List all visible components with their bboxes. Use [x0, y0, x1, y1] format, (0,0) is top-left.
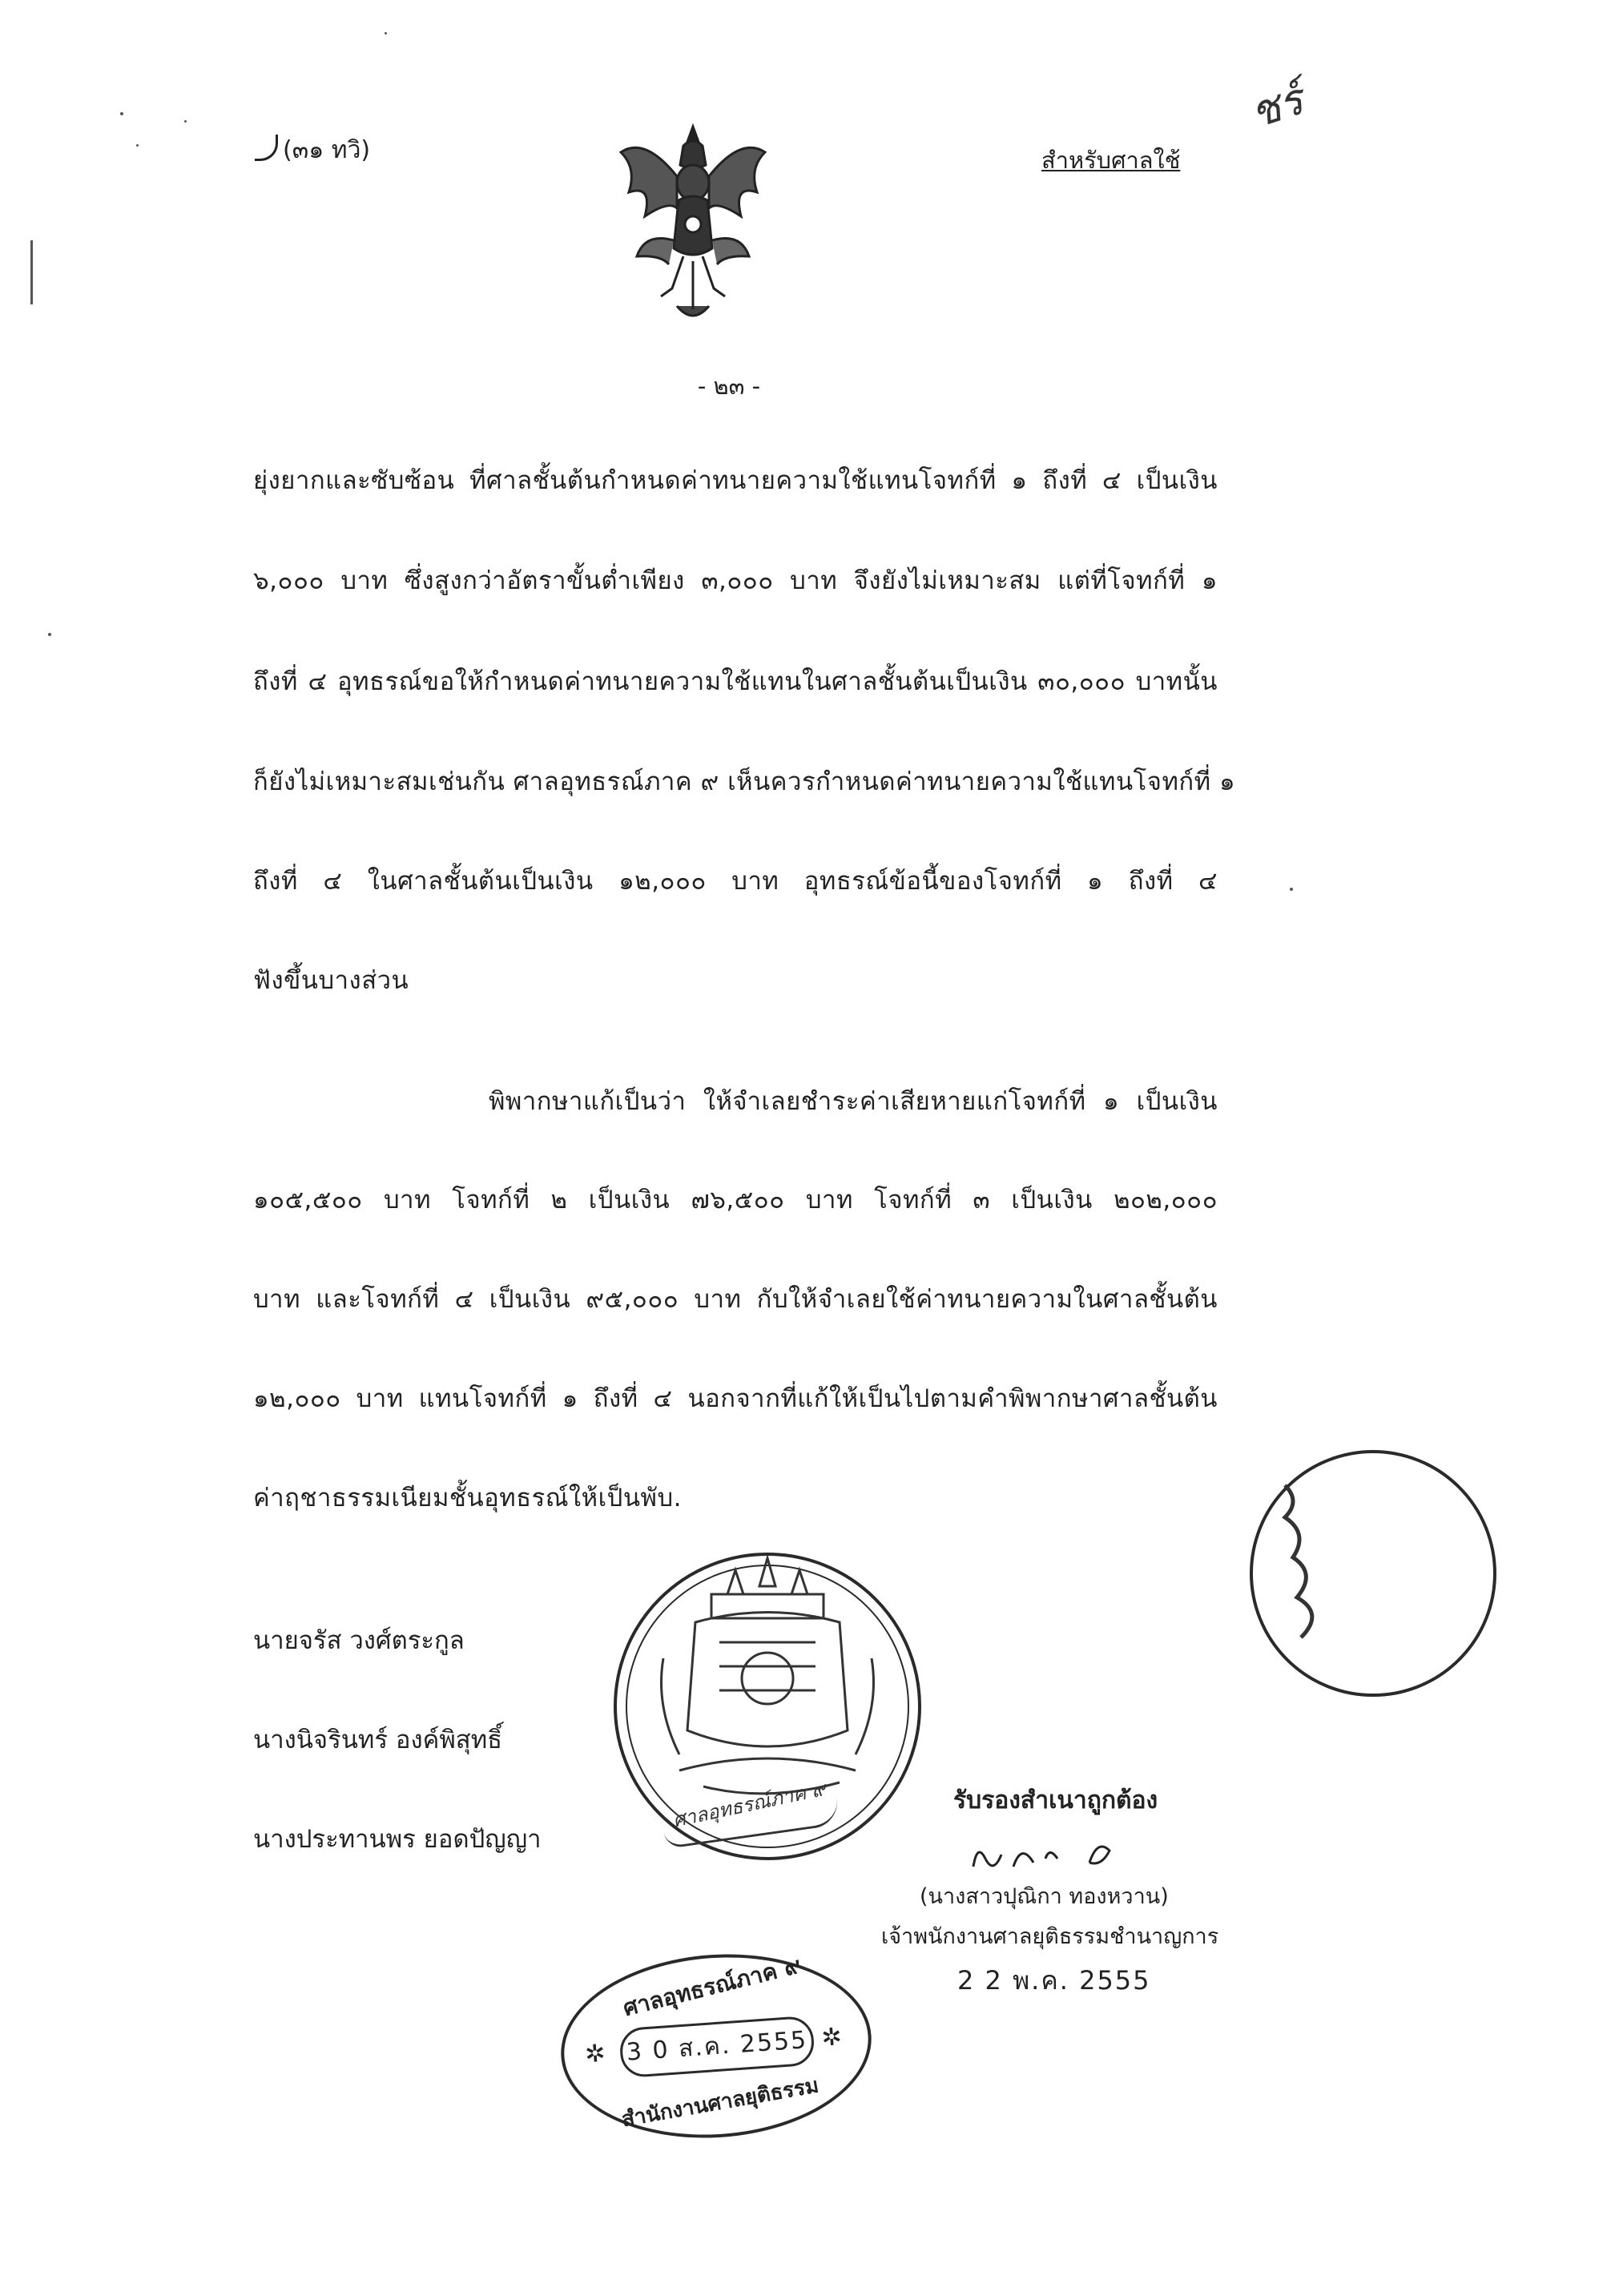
certification-position: เจ้าพนักงานศาลยุติธรรมชำนาญการ [881, 1924, 1219, 1949]
body-line: ยุ่งยากและซับซ้อน ที่ศาลชั้นต้นกำหนดค่าทนายความใช้แทนโจทก์ที่ ๑ ถึงที่ ๔ เป็นเงิน [253, 466, 1218, 495]
body-line: ถึงที่ ๔ อุทธรณ์ขอให้กำหนดค่าทนายความใช้แทนในศาลชั้นต้นเป็นเงิน ๓๐,๐๐๐ บาทนั้น [253, 667, 1218, 696]
body-line: ถึงที่ ๔ ในศาลชั้นต้นเป็นเงิน ๑๒,๐๐๐ บาท อุทธรณ์ข้อนี้ของโจทก์ที่ ๑ ถึงที่ ๔ [253, 867, 1218, 896]
scan-speck [1290, 888, 1293, 891]
court-seal [607, 1546, 928, 1867]
page-number: - ๒๓ - [697, 373, 761, 400]
body-line: พิพากษาแก้เป็นว่า ให้จำเลยชำระค่าเสียหายแก่โจทก์ที่ ๑ เป็นเงิน [489, 1087, 1218, 1116]
receipt-stamp-top-text: ศาลอุทธรณ์ภาค ๙ [620, 1952, 803, 2022]
scan-speck [184, 120, 187, 123]
court-use-label: สำหรับศาลใช้ [1041, 147, 1181, 174]
scan-speck [385, 32, 387, 34]
scan-speck [120, 112, 123, 115]
body-line: ๑๐๕,๕๐๐ บาท โจทก์ที่ ๒ เป็นเงิน ๗๖,๕๐๐ บาท โจทก์ที่ ๓ เป็นเงิน ๒๐๒,๐๐๐ [253, 1186, 1218, 1214]
receipt-stamp-date: 3 0 ส.ค. 2555 [625, 2026, 809, 2067]
scan-speck [48, 633, 51, 636]
receipt-stamp [555, 1944, 878, 2149]
star-icon: ✲ [820, 2023, 843, 2052]
body-line: ๑๒,๐๐๐ บาท แทนโจทก์ที่ ๑ ถึงที่ ๔ นอกจากที่แก้ให้เป็นไปตามคำพิพากษาศาลชั้นต้น [253, 1384, 1218, 1413]
body-line: บาท และโจทก์ที่ ๔ เป็นเงิน ๙๕,๐๐๐ บาท กับให้จำเลยใช้ค่าทนายความในศาลชั้นต้น [253, 1285, 1218, 1314]
form-code: (๓๑ ทวิ) [255, 135, 370, 167]
edge-seal-fragment [1250, 1450, 1496, 1697]
judge-name: นายจรัส วงศ์ตระกูล [253, 1626, 465, 1655]
certification-signer: (นางสาวปุณิกา ทองหวาน) [920, 1884, 1169, 1909]
left-margin-mark [30, 240, 33, 304]
certification-signature [969, 1835, 1130, 1875]
body-line: ก็ยังไม่เหมาะสมเช่นกัน ศาลอุทธรณ์ภาค ๙ เห็นควรกำหนดค่าทนายความใช้แทนโจทก์ที่ ๑ [253, 767, 1236, 796]
court-seal-label: ศาลอุทธรณ์ภาค ๙ [671, 1777, 828, 1832]
corner-handwriting: ชร์ [1243, 74, 1310, 139]
certification-date: 2 2 พ.ค. 2555 [957, 1965, 1151, 1996]
certification-title: รับรองสำเนาถูกต้อง [953, 1786, 1158, 1815]
judge-name: นางประทานพร ยอดปัญญา [253, 1825, 542, 1854]
receipt-stamp-date-box [618, 2016, 816, 2079]
scan-speck [136, 144, 139, 147]
body-line: ฟังขึ้นบางส่วน [253, 966, 409, 995]
body-line: ๖,๐๐๐ บาท ซึ่งสูงกว่าอัตราขั้นต่ำเพียง ๓,๐๐๐ บาท จึงยังไม่เหมาะสม แต่ที่โจทก์ที่ ๑ [253, 566, 1218, 595]
judge-name: นางนิจรินทร์ องค์พิสุทธิ์ [253, 1726, 503, 1754]
receipt-stamp-bottom-text: สำนักงานศาลยุติธรรม [619, 2073, 821, 2133]
garuda-emblem [613, 120, 773, 330]
form-code-bracket-icon [255, 135, 278, 161]
star-icon: ✲ [584, 2039, 606, 2069]
body-line: ค่าฤชาธรรมเนียมชั้นอุทธรณ์ให้เป็นพับ. [253, 1484, 683, 1513]
